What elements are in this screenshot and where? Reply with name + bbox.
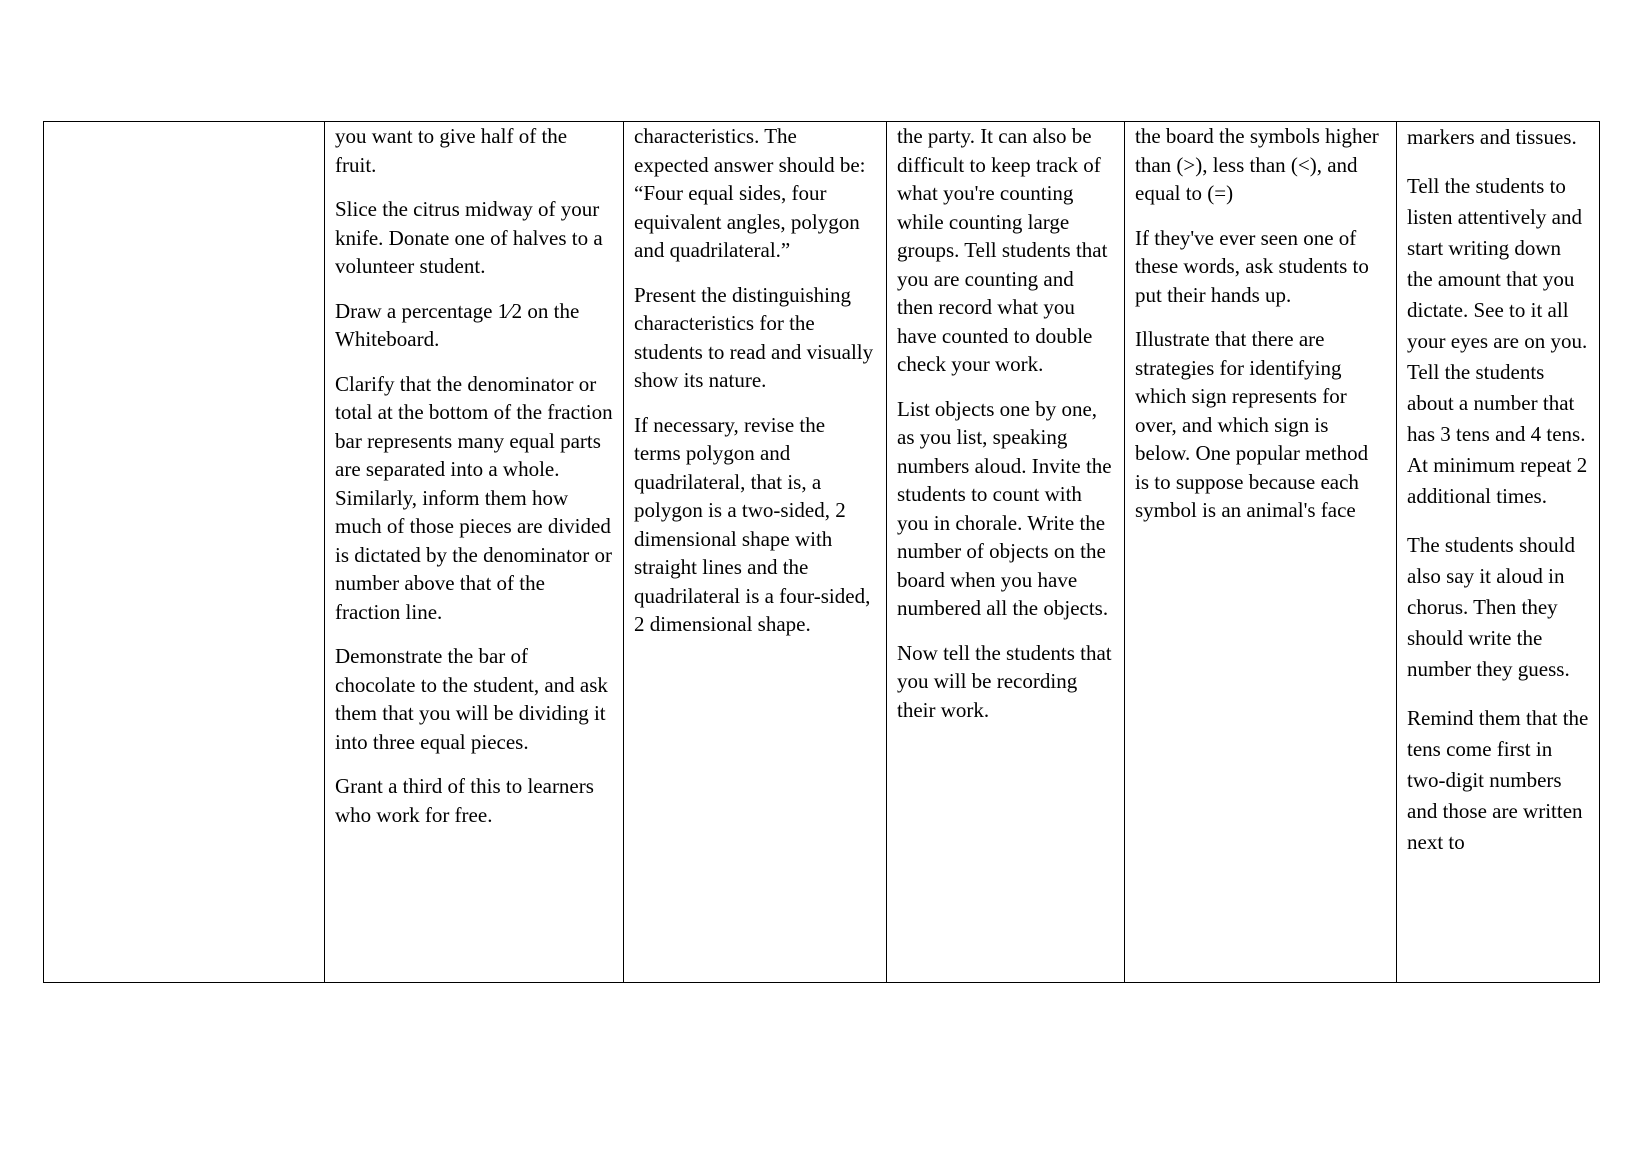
- table-cell-col1: [44, 122, 325, 983]
- paragraph: List objects one by one, as you list, speaking numbers aloud. Invite the students to count with you in chorale. Write the number of objects on the board when you have numbered all the objects.: [897, 396, 1112, 620]
- lesson-plan-table: [43, 121, 1600, 983]
- paragraph: Draw a percentage 1⁄2 on the Whiteboard.: [335, 298, 580, 351]
- paragraph: The students should also say it aloud in chorus. Then they should write the number they guess.: [1407, 533, 1575, 681]
- paragraph: Clarify that the denominator or total at the bottom of the fraction bar represents many equal parts are separated into a whole. Similarly, inform them how much of those pieces are divided is dictated by the denominator or number above that of the fraction line.: [335, 371, 613, 624]
- paragraph: Demonstrate the bar of chocolate to the student, and ask them that you will be dividing it into three equal pieces.: [335, 644, 608, 754]
- paragraph: If they've ever seen one of these words, ask students to put their hands up.: [1135, 225, 1369, 307]
- paragraph: If necessary, revise the terms polygon and quadrilateral, that is, a polygon is a two-sided, 2 dimensional shape with straight lines and the quadrilateral is a four-sided, 2 dimensional shape.: [634, 412, 871, 636]
- table-cell-col2: [325, 122, 624, 983]
- table-row: [44, 122, 1600, 983]
- paragraph: Illustrate that there are strategies for identifying which sign represents for over, and which sign is below. One popular method is to suppose because each symbol is an animal's face: [1135, 327, 1369, 522]
- paragraph: Remind them that the tens come first in two-digit numbers and those are written next to: [1407, 706, 1589, 854]
- table-cell-col5: [1125, 122, 1397, 983]
- paragraph: markers and tissues.: [1407, 125, 1577, 149]
- paragraph: the board the symbols higher than (>), less than (<), and equal to (=): [1135, 124, 1379, 205]
- paragraph: you want to give half of the fruit.: [335, 124, 568, 177]
- paragraph: Present the distinguishing characteristics for the students to read and visually show its nature.: [634, 282, 874, 392]
- paragraph: characteristics. The expected answer should be: “Four equal sides, four equivalent angles, polygon and quadrilateral.”: [634, 124, 866, 262]
- table-cell-col4: [887, 122, 1125, 983]
- paragraph: the party. It can also be difficult to keep track of what you're counting while counting large groups. Tell students that you are counting and then record what you have counted to double check your work.: [897, 124, 1108, 376]
- table-cell-col6: [1397, 122, 1600, 983]
- paragraph: Grant a third of this to learners who work for free.: [335, 774, 594, 827]
- table-cell-col3: [624, 122, 887, 983]
- paragraph: Now tell the students that you will be recording their work.: [897, 640, 1112, 722]
- paragraph: Slice the citrus midway of your knife. Donate one of halves to a volunteer student.: [335, 197, 603, 278]
- paragraph: Tell the students to listen attentively and start writing down the amount that you dictate. See to it all your eyes are on you. Tell the students about a number that has 3 tens and 4 tens. At minimum repeat 2 additional times.: [1407, 174, 1588, 508]
